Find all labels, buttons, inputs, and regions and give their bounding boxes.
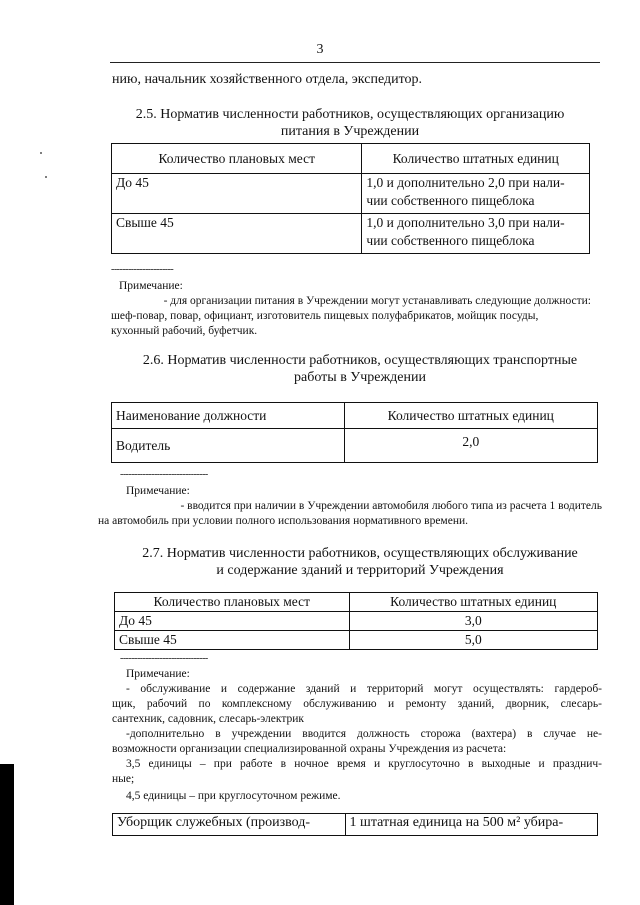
note-title: Примечание: xyxy=(126,668,190,680)
table-cell xyxy=(362,174,590,214)
cell-line: чии собственного пищеблока xyxy=(366,193,535,208)
note-line: шеф-повар, повар, официант, изготовитель пищевых полуфабрикатов, мойщик посуды, xyxy=(111,310,539,322)
note-separator: ------------------------------- xyxy=(120,469,208,480)
note-line: - для организации питания в Учреждении могут устанавливать следующие должности: xyxy=(163,295,591,307)
note-line: - обслуживание и содержание зданий и территорий могут осуществлять: гардероб- xyxy=(126,683,602,695)
note-title: Примечание: xyxy=(126,485,190,497)
table-header-cell: Количество штатных единиц xyxy=(344,403,597,429)
table-header-cell: Количество плановых мест xyxy=(115,593,350,612)
scan-edge-mark xyxy=(0,764,14,905)
note-line: возможности организации специализированной охраны Учреждения из расчета: xyxy=(112,743,507,755)
section-2-5-heading xyxy=(100,106,600,140)
heading-line: и содержание зданий и территорий Учреждения xyxy=(216,563,504,578)
table-cell: 5,0 xyxy=(349,631,597,650)
continuation-text: нию, начальник хозяйственного отдела, экспедитор. xyxy=(112,72,423,87)
section-2-7-heading xyxy=(110,545,610,579)
table-cell: Уборщик служебных (производ- xyxy=(113,814,346,836)
note-line: на автомобиль при условии полного использования нормативного времени. xyxy=(98,515,468,527)
table-cell: До 45 xyxy=(112,174,362,214)
section-2-5-note xyxy=(111,279,591,339)
note-line: 4,5 единицы – при круглосуточном режиме. xyxy=(126,790,341,802)
section-2-7-note xyxy=(112,667,602,804)
heading-line: 2.5. Норматив численности работников, осуществляющих организацию xyxy=(135,107,565,122)
table-row xyxy=(112,429,598,463)
scan-speck xyxy=(40,152,42,154)
note-line: ные; xyxy=(112,773,135,785)
note-line: 3,5 единицы – при работе в ночное время и круглосуточно в выходные и празднич- xyxy=(126,758,602,770)
table-row xyxy=(113,814,598,836)
table-cell: Свыше 45 xyxy=(112,214,362,254)
note-line: щик, рабочий по комплексному обслуживанию и ремонту зданий, дворник, слесарь- xyxy=(112,698,602,710)
page-number: 3 xyxy=(316,42,324,57)
transport-staff-table xyxy=(111,402,598,463)
note-title: Примечание: xyxy=(119,280,183,292)
cell-line: 1,0 и дополнительно 2,0 при нали- xyxy=(366,175,565,190)
catering-staff-table xyxy=(111,143,590,254)
top-divider xyxy=(110,62,600,63)
table-cell: 1 штатная единица на 500 м² убира- xyxy=(345,814,597,836)
table-header-row xyxy=(115,593,598,612)
section-2-6-heading xyxy=(110,352,610,386)
note-line: -дополнительно в учреждении вводится должность сторожа (вахтера) в случае не- xyxy=(126,728,602,740)
table-cell: Водитель xyxy=(112,429,345,463)
table-cell xyxy=(362,214,590,254)
note-separator: ------------------------------- xyxy=(120,653,208,664)
heading-line: 2.6. Норматив численности работников, осуществляющих транспортные xyxy=(142,353,578,368)
table-header-cell: Наименование должности xyxy=(112,403,345,429)
note-line: сантехник, садовник, слесарь-электрик xyxy=(112,713,304,725)
table-cell: До 45 xyxy=(115,612,350,631)
table-header-row xyxy=(112,403,598,429)
cell-line: 1,0 и дополнительно 3,0 при нали- xyxy=(366,215,565,230)
table-header-cell: Количество плановых мест xyxy=(112,144,362,174)
table-header-cell: Количество штатных единиц xyxy=(362,144,590,174)
table-row xyxy=(112,174,590,214)
table-row xyxy=(112,214,590,254)
table-cell: Свыше 45 xyxy=(115,631,350,650)
cleaning-staff-table xyxy=(112,813,598,836)
heading-line: 2.7. Норматив численности работников, осуществляющих обслуживание xyxy=(142,546,578,561)
table-row xyxy=(115,612,598,631)
table-header-cell: Количество штатных единиц xyxy=(349,593,597,612)
table-cell: 2,0 xyxy=(344,429,597,463)
heading-line: питания в Учреждении xyxy=(280,124,420,139)
note-line: кухонный рабочий, буфетчик. xyxy=(111,325,258,337)
heading-line: работы в Учреждении xyxy=(294,370,426,385)
note-line: - вводится при наличии в Учреждении автомобиля любого типа из расчета 1 водитель xyxy=(180,500,602,512)
note-separator: ---------------------- xyxy=(111,264,174,275)
table-cell: 3,0 xyxy=(349,612,597,631)
cell-line: чии собственного пищеблока xyxy=(366,233,535,248)
maintenance-staff-table xyxy=(114,592,598,650)
table-row xyxy=(115,631,598,650)
scan-speck xyxy=(45,176,47,178)
table-header-row xyxy=(112,144,590,174)
section-2-6-note xyxy=(98,484,602,529)
